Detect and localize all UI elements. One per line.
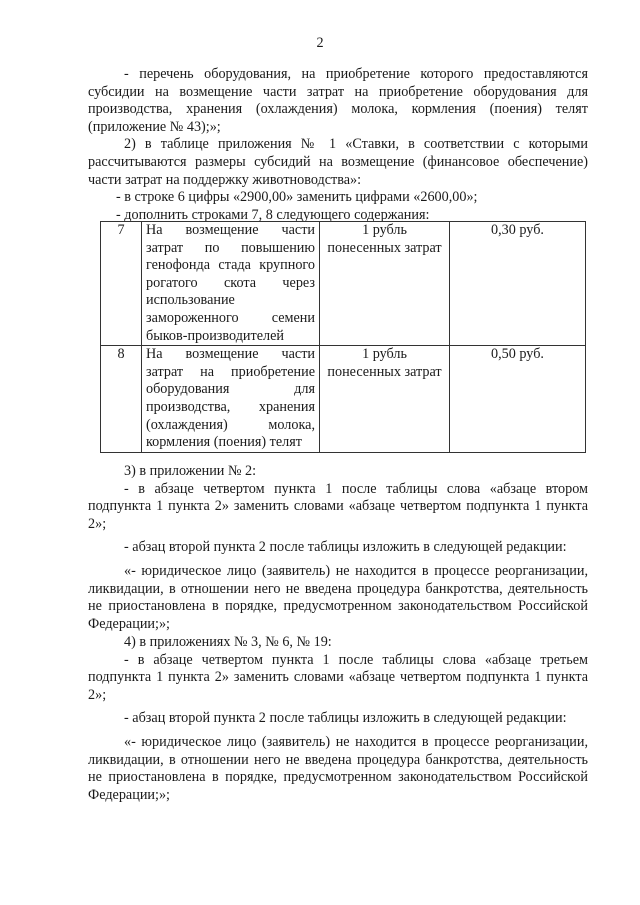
section-3-paragraph-1: - в абзаце четвертом пункта 1 после таблицы слова «абзаце втором подпункта 1 пункта 2» заменить словами «абзаце четвертом подпункта 1 пункта 2»;: [88, 480, 588, 532]
rates-table: [100, 221, 586, 453]
row-rate: 0,50 руб.: [450, 346, 586, 453]
table-appendix-1-paragraph: 2) в таблице приложения № 1 «Ставки, в соответствии с которыми рассчитываются размеры субсидий на возмещение (финансовое обеспечение) части затрат на поддержку животноводства»:: [88, 136, 588, 188]
row-unit: 1 рубль понесенных затрат: [320, 346, 450, 453]
section-4-quote: «- юридическое лицо (заявитель) не находится в процессе реорганизации, ликвидации, в отношении него не введена процедура банкротства, деятельность не приостановлена в порядке, предусмотренном законодательством Российской Федерации;»;: [88, 733, 588, 803]
section-4-paragraph-1: - в абзаце четвертом пункта 1 после таблицы слова «абзаце третьем подпункта 1 пункта 2» заменить словами «абзаце четвертом подпункта 1 пункта 2»;: [88, 651, 588, 703]
row-description: На возмещение части затрат по повышению генофонда стада крупного рогатого скота через использование замороженного семени быков-производителей: [142, 222, 320, 346]
section-3-block: [88, 463, 588, 633]
section-3-heading: 3) в приложении № 2:: [124, 463, 257, 479]
row-description: На возмещение части затрат на приобретение оборудования для производства, хранения (охлаждения) молока, кормления (поения) телят: [142, 346, 320, 453]
section-3-paragraph-2: - абзац второй пункта 2 после таблицы изложить в следующей редакции:: [124, 539, 567, 556]
section-3-quote: «- юридическое лицо (заявитель) не находится в процессе реорганизации, ликвидации, в отношении него не введена процедура банкротства, деятельность не приостановлена в порядке, предусмотренном законодательством Российской Федерации;»;: [88, 562, 588, 632]
page-number: 2: [316, 35, 324, 51]
row-unit: 1 рубль понесенных затрат: [320, 222, 450, 346]
table-row: [101, 222, 586, 346]
section-4-heading: 4) в приложениях № 3, № 6, № 19:: [124, 634, 332, 650]
equipment-list-paragraph: - перечень оборудования, на приобретение которого предоставляются субсидии на возмещение части затрат на приобретение оборудования для производства, хранения (охлаждения) молока, кормления (поения) телят (приложение № 43);»;: [88, 66, 588, 135]
add-rows-paragraph: - дополнить строками 7, 8 следующего содержания:: [116, 206, 430, 223]
table-row: [101, 346, 586, 453]
row-number: 7: [101, 222, 142, 346]
row-number: 8: [101, 346, 142, 453]
row-6-change-paragraph: - в строке 6 цифры «2900,00» заменить цифрами «2600,00»;: [116, 189, 478, 206]
intro-block: [88, 66, 588, 224]
section-4-block: [88, 634, 588, 804]
row-rate: 0,30 руб.: [450, 222, 586, 346]
section-4-paragraph-2: - абзац второй пункта 2 после таблицы изложить в следующей редакции:: [124, 710, 567, 727]
